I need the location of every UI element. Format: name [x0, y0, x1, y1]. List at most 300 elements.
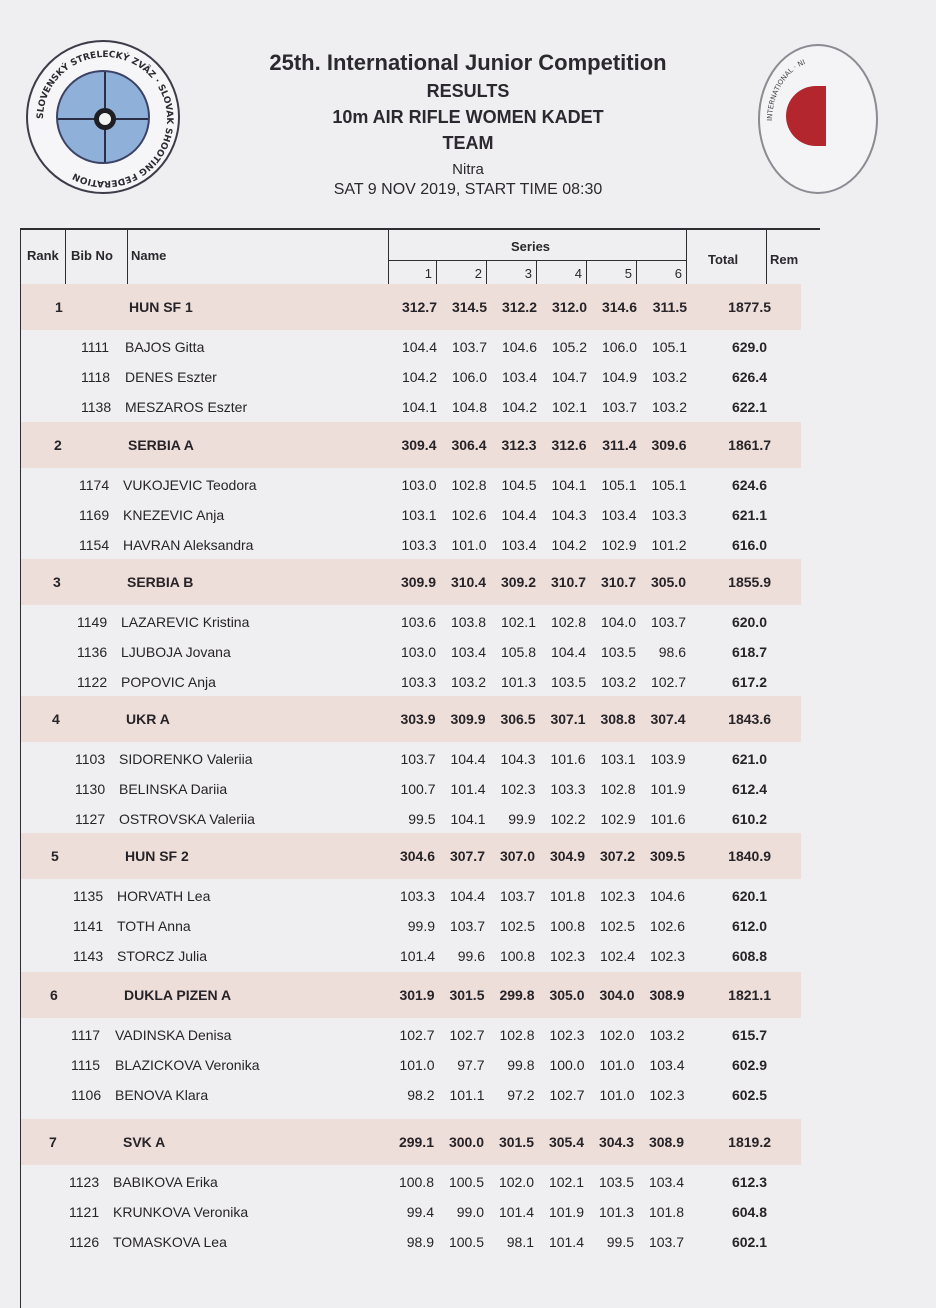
shooter-series-4: 101.9	[548, 1204, 584, 1220]
shooter-series-6: 103.4	[648, 1174, 684, 1190]
shooter-row	[21, 1227, 801, 1257]
shooter-series-6: 105.1	[651, 477, 687, 493]
team-series-3: 299.8	[499, 987, 535, 1003]
team-total: 1861.7	[728, 437, 771, 453]
shooter-row	[21, 1167, 801, 1197]
shooter-series-5: 103.5	[598, 1174, 634, 1190]
shooter-series-6: 103.2	[649, 1027, 685, 1043]
header-series: Series	[511, 239, 551, 254]
team-row	[21, 430, 801, 460]
shooter-series-6: 102.6	[649, 918, 685, 934]
shooter-series-6: 102.7	[650, 674, 686, 690]
team-series-3: 301.5	[498, 1134, 534, 1150]
header-total: Total	[708, 252, 739, 267]
team-series-1: 309.4	[401, 437, 437, 453]
shooter-series-5: 102.4	[599, 948, 635, 964]
team-series-5: 307.2	[599, 848, 635, 864]
shooter-name: POPOVIC Anja	[121, 674, 216, 690]
team-name: HUN SF 1	[129, 299, 193, 315]
shooter-bib: 1127	[75, 811, 106, 827]
shooter-series-1: 103.3	[400, 674, 436, 690]
shooter-name: VUKOJEVIC Teodora	[123, 477, 257, 493]
shooter-series-1: 104.4	[401, 339, 437, 355]
header-series-5: 5	[624, 266, 632, 281]
team-series-2: 301.5	[449, 987, 485, 1003]
shooter-series-4: 101.8	[549, 888, 585, 904]
shooter-total: 621.1	[731, 507, 767, 523]
shooter-row	[21, 667, 801, 697]
team-series-1: 301.9	[399, 987, 435, 1003]
header-series-2: 2	[474, 266, 482, 281]
header-series-4: 4	[574, 266, 582, 281]
header-series-6: 6	[674, 266, 682, 281]
shooter-series-4: 104.1	[551, 477, 587, 493]
shooter-total: 602.1	[731, 1234, 767, 1250]
shooter-row	[21, 1080, 801, 1110]
shooter-total: 608.8	[731, 948, 767, 964]
team-total: 1840.9	[728, 848, 771, 864]
shooter-series-4: 102.3	[549, 1027, 585, 1043]
shooter-series-1: 102.7	[399, 1027, 435, 1043]
shooter-series-5: 104.0	[600, 614, 636, 630]
shooter-total: 621.0	[731, 751, 767, 767]
shooter-total: 615.7	[731, 1027, 767, 1043]
shooter-series-6: 103.4	[649, 1057, 685, 1073]
shooter-series-1: 103.0	[401, 477, 437, 493]
team-series-2: 306.4	[451, 437, 487, 453]
team-rank: 1	[55, 299, 63, 315]
shooter-series-4: 104.2	[551, 537, 587, 553]
shooter-total: 612.3	[731, 1174, 767, 1190]
shooter-bib: 1143	[73, 948, 104, 964]
shooter-series-5: 105.1	[601, 477, 637, 493]
shooter-series-3: 103.4	[501, 369, 537, 385]
shooter-row	[21, 774, 801, 804]
shooter-row	[21, 500, 801, 530]
shooter-series-1: 100.8	[398, 1174, 434, 1190]
shooter-series-5: 101.0	[599, 1087, 635, 1103]
shooter-series-3: 104.2	[501, 399, 537, 415]
team-rank: 5	[51, 848, 59, 864]
shooter-series-4: 100.0	[549, 1057, 585, 1073]
header-remarks: Rem	[770, 252, 799, 267]
shooter-series-5: 101.3	[598, 1204, 634, 1220]
shooter-series-2: 103.7	[451, 339, 487, 355]
shooter-series-6: 101.8	[648, 1204, 684, 1220]
shooter-name: BABIKOVA Erika	[113, 1174, 218, 1190]
shooter-series-4: 102.7	[549, 1087, 585, 1103]
shooter-series-3: 104.6	[501, 339, 537, 355]
shooter-series-4: 105.2	[551, 339, 587, 355]
shooter-series-2: 99.0	[456, 1204, 484, 1220]
shooter-series-5: 102.8	[600, 781, 636, 797]
shooter-bib: 1121	[69, 1204, 100, 1220]
shooter-bib: 1115	[71, 1057, 101, 1073]
results-heading: RESULTS	[426, 81, 510, 101]
shooter-series-5: 103.7	[601, 399, 637, 415]
shooter-name: TOTH Anna	[117, 918, 191, 934]
shooter-name: VADINSKA Denisa	[115, 1027, 232, 1043]
header-series-1: 1	[424, 266, 432, 281]
shooter-series-3: 103.4	[501, 537, 537, 553]
team-series-5: 311.4	[602, 437, 637, 453]
team-row	[21, 980, 801, 1010]
team-total: 1855.9	[728, 574, 771, 590]
shooter-series-6: 105.1	[651, 339, 687, 355]
shooter-bib: 1135	[73, 888, 104, 904]
shooter-total: 602.5	[731, 1087, 767, 1103]
shooter-row	[21, 530, 801, 560]
shooter-bib: 1118	[81, 369, 111, 385]
shooter-series-2: 104.1	[450, 811, 486, 827]
shooter-total: 620.0	[731, 614, 767, 630]
shooter-bib: 1130	[75, 781, 106, 797]
shooter-row	[21, 637, 801, 667]
shooter-series-4: 102.8	[550, 614, 586, 630]
team-rank: 3	[53, 574, 61, 590]
header-series-3: 3	[524, 266, 532, 281]
header-rank: Rank	[27, 248, 59, 263]
shooter-total: 617.2	[731, 674, 767, 690]
shooter-bib: 1141	[73, 918, 104, 934]
shooter-series-2: 103.7	[449, 918, 485, 934]
shooter-row	[21, 804, 801, 834]
shooter-series-1: 98.2	[407, 1087, 435, 1103]
team-series-4: 305.4	[548, 1134, 584, 1150]
shooter-series-6: 98.6	[658, 644, 686, 660]
shooter-row	[21, 332, 801, 362]
team-series-2: 310.4	[450, 574, 486, 590]
shooter-bib: 1149	[77, 614, 108, 630]
team-name: SVK A	[123, 1134, 166, 1150]
shooter-series-6: 101.9	[650, 781, 686, 797]
shooter-series-2: 103.8	[450, 614, 486, 630]
shooter-series-5: 106.0	[601, 339, 637, 355]
shooter-total: 616.0	[731, 537, 767, 553]
shooter-row	[21, 1020, 801, 1050]
shooter-series-2: 104.8	[451, 399, 487, 415]
shooter-series-1: 99.9	[407, 918, 435, 934]
shooter-total: 604.8	[731, 1204, 767, 1220]
shooter-bib: 1123	[69, 1174, 100, 1190]
team-total: 1843.6	[728, 711, 771, 727]
shooter-series-4: 104.7	[551, 369, 587, 385]
event-name: 10m AIR RIFLE WOMEN KADET	[332, 107, 604, 127]
team-series-1: 304.6	[399, 848, 435, 864]
shooter-series-4: 102.1	[551, 399, 587, 415]
shooter-name: STORCZ Julia	[117, 948, 207, 964]
shooter-series-1: 103.3	[401, 537, 437, 553]
shooter-name: MESZAROS Eszter	[125, 399, 248, 415]
shooter-series-1: 101.4	[399, 948, 435, 964]
team-series-1: 309.9	[400, 574, 436, 590]
shooter-row	[21, 941, 801, 971]
team-series-6: 308.9	[648, 1134, 684, 1150]
team-row	[21, 1127, 801, 1157]
team-series-2: 314.5	[451, 299, 487, 315]
shooter-total: 612.0	[731, 918, 767, 934]
shooter-series-1: 104.1	[401, 399, 437, 415]
shooter-series-4: 101.6	[550, 751, 586, 767]
shooter-series-1: 101.0	[399, 1057, 435, 1073]
shooter-total: 622.1	[731, 399, 767, 415]
date-time: SAT 9 NOV 2019, START TIME 08:30	[333, 181, 603, 198]
shooter-bib: 1154	[79, 537, 110, 553]
shooter-series-3: 100.8	[499, 948, 535, 964]
shooter-series-4: 102.1	[548, 1174, 584, 1190]
shooter-row	[21, 470, 801, 500]
team-total: 1819.2	[728, 1134, 771, 1150]
shooter-series-1: 103.1	[401, 507, 437, 523]
shooter-series-5: 102.9	[600, 811, 636, 827]
shooter-bib: 1136	[77, 644, 108, 660]
location: Nitra	[452, 161, 484, 178]
shooter-series-3: 104.4	[501, 507, 537, 523]
shooter-total: 602.9	[731, 1057, 767, 1073]
competition-title: 25th. International Junior Competition	[269, 50, 667, 75]
shooter-series-2: 97.7	[457, 1057, 485, 1073]
shooter-bib: 1103	[75, 751, 106, 767]
shooter-series-1: 103.3	[399, 888, 435, 904]
shooter-series-6: 103.7	[650, 614, 686, 630]
shooter-series-5: 103.5	[600, 644, 636, 660]
team-rank: 4	[52, 711, 60, 727]
shooter-series-3: 105.8	[500, 644, 536, 660]
shooter-series-3: 102.5	[499, 918, 535, 934]
shooter-series-3: 102.0	[498, 1174, 534, 1190]
shooter-bib: 1106	[71, 1087, 102, 1103]
team-name: HUN SF 2	[125, 848, 189, 864]
team-series-2: 307.7	[449, 848, 485, 864]
shooter-series-3: 102.1	[500, 614, 536, 630]
svg-text:SLOVENSKÝ STRELECKÝ ZVÄZ · SLO: SLOVENSKÝ STRELECKÝ ZVÄZ · SLOVAK SHOOTING FEDERATION	[35, 49, 175, 189]
shooter-series-6: 102.3	[649, 948, 685, 964]
shooter-series-1: 99.5	[408, 811, 436, 827]
team-series-1: 312.7	[401, 299, 437, 315]
team-series-3: 312.3	[501, 437, 537, 453]
team-series-4: 312.6	[551, 437, 587, 453]
shooter-name: DENES Eszter	[125, 369, 217, 385]
shooter-total: 618.7	[731, 644, 767, 660]
team-series-6: 309.6	[651, 437, 687, 453]
shooter-series-2: 102.8	[451, 477, 487, 493]
shooter-name: SIDORENKO Valeriia	[119, 751, 253, 767]
shooter-bib: 1174	[79, 477, 110, 493]
team-row	[21, 704, 801, 734]
shooter-series-6: 102.3	[649, 1087, 685, 1103]
shooter-series-3: 102.8	[499, 1027, 535, 1043]
shooter-name: BENOVA Klara	[115, 1087, 209, 1103]
team-row	[21, 567, 801, 597]
shooter-series-6: 103.9	[650, 751, 686, 767]
shooter-series-2: 106.0	[451, 369, 487, 385]
shooter-series-6: 101.2	[651, 537, 687, 553]
shooter-name: LAZAREVIC Kristina	[121, 614, 250, 630]
shooter-series-5: 103.4	[601, 507, 637, 523]
header-name: Name	[131, 248, 167, 263]
shooter-series-3: 98.1	[506, 1234, 534, 1250]
shooter-series-2: 104.4	[449, 888, 485, 904]
shooter-series-6: 101.6	[650, 811, 686, 827]
team-rank: 7	[49, 1134, 57, 1150]
shooter-series-1: 103.0	[400, 644, 436, 660]
shooter-series-1: 103.7	[400, 751, 436, 767]
shooter-row	[21, 911, 801, 941]
shooter-series-5: 102.9	[601, 537, 637, 553]
svg-text:INTERNATIONAL · NI: INTERNATIONAL · NI	[765, 58, 807, 122]
shooter-series-6: 104.6	[649, 888, 685, 904]
team-name: UKR A	[126, 711, 170, 727]
shooter-bib: 1126	[69, 1234, 100, 1250]
shooter-series-4: 100.8	[549, 918, 585, 934]
shooter-total: 626.4	[731, 369, 767, 385]
shooter-series-3: 102.3	[500, 781, 536, 797]
team-series-6: 309.5	[649, 848, 685, 864]
shooter-series-4: 102.2	[550, 811, 586, 827]
shooter-total: 624.6	[731, 477, 767, 493]
team-series-5: 308.8	[600, 711, 636, 727]
shooter-name: BLAZICKOVA Veronika	[115, 1057, 260, 1073]
shooter-series-1: 98.9	[406, 1234, 434, 1250]
shooter-series-4: 104.3	[551, 507, 587, 523]
shooter-series-3: 104.5	[501, 477, 537, 493]
shooter-name: BAJOS Gitta	[125, 339, 205, 355]
shooter-name: KRUNKOVA Veronika	[113, 1204, 249, 1220]
team-series-4: 304.9	[549, 848, 585, 864]
shooter-total: 620.1	[731, 888, 767, 904]
shooter-total: 612.4	[731, 781, 767, 797]
shooter-row	[21, 744, 801, 774]
shooter-series-6: 103.2	[651, 369, 687, 385]
team-series-3: 307.0	[499, 848, 535, 864]
team-series-6: 311.5	[652, 299, 687, 315]
shooter-bib: 1111	[81, 339, 110, 355]
shooter-series-6: 103.2	[651, 399, 687, 415]
team-series-4: 307.1	[550, 711, 586, 727]
shooter-series-1: 99.4	[406, 1204, 434, 1220]
team-series-6: 305.0	[650, 574, 686, 590]
event-type: TEAM	[442, 133, 494, 153]
team-series-4: 305.0	[549, 987, 585, 1003]
team-series-4: 310.7	[550, 574, 586, 590]
shooter-series-1: 103.6	[400, 614, 436, 630]
team-row	[21, 292, 801, 322]
results-table	[20, 228, 820, 1308]
shooter-series-2: 100.5	[448, 1234, 484, 1250]
shooter-row	[21, 607, 801, 637]
shooter-series-2: 103.4	[450, 644, 486, 660]
shooter-total: 629.0	[731, 339, 767, 355]
team-total: 1821.1	[728, 987, 771, 1003]
team-series-3: 312.2	[501, 299, 537, 315]
shooter-name: HORVATH Lea	[117, 888, 211, 904]
team-series-2: 309.9	[450, 711, 486, 727]
shooter-name: HAVRAN Aleksandra	[123, 537, 254, 553]
shooter-series-3: 99.8	[507, 1057, 535, 1073]
shooter-series-3: 101.3	[500, 674, 536, 690]
shooter-series-6: 103.3	[651, 507, 687, 523]
shooter-name: BELINSKA Dariia	[119, 781, 228, 797]
team-series-5: 304.3	[598, 1134, 634, 1150]
team-name: SERBIA A	[128, 437, 194, 453]
shooter-row	[21, 1050, 801, 1080]
shooter-series-5: 103.2	[600, 674, 636, 690]
shooter-series-2: 104.4	[450, 751, 486, 767]
shooter-series-2: 102.6	[451, 507, 487, 523]
team-series-6: 307.4	[650, 711, 686, 727]
team-rank: 6	[50, 987, 58, 1003]
shooter-series-2: 101.1	[449, 1087, 485, 1103]
shooter-series-4: 103.5	[550, 674, 586, 690]
shooter-series-5: 102.3	[599, 888, 635, 904]
shooter-series-2: 100.5	[448, 1174, 484, 1190]
shooter-series-4: 102.3	[549, 948, 585, 964]
team-row	[21, 841, 801, 871]
shooter-name: OSTROVSKA Valeriia	[119, 811, 255, 827]
team-series-5: 304.0	[599, 987, 635, 1003]
shooter-bib: 1138	[81, 399, 112, 415]
team-series-6: 308.9	[649, 987, 685, 1003]
shooter-series-4: 101.4	[548, 1234, 584, 1250]
shooter-series-5: 104.9	[601, 369, 637, 385]
table-header	[21, 230, 801, 286]
team-total: 1877.5	[728, 299, 771, 315]
shooter-series-5: 102.5	[599, 918, 635, 934]
shooter-row	[21, 1197, 801, 1227]
shooter-bib: 1169	[79, 507, 110, 523]
shooter-bib: 1122	[77, 674, 108, 690]
team-rank: 2	[54, 437, 62, 453]
shooter-series-2: 102.7	[449, 1027, 485, 1043]
shooter-series-3: 103.7	[499, 888, 535, 904]
team-name: SERBIA B	[127, 574, 194, 590]
shooter-row	[21, 881, 801, 911]
shooter-series-6: 103.7	[648, 1234, 684, 1250]
shooter-series-5: 99.5	[606, 1234, 634, 1250]
shooter-name: TOMASKOVA Lea	[113, 1234, 227, 1250]
team-series-3: 309.2	[500, 574, 536, 590]
shooter-series-5: 101.0	[599, 1057, 635, 1073]
shooter-series-2: 101.0	[451, 537, 487, 553]
shooter-row	[21, 362, 801, 392]
shooter-series-2: 103.2	[450, 674, 486, 690]
shooter-series-3: 104.3	[500, 751, 536, 767]
team-series-4: 312.0	[551, 299, 587, 315]
shooter-series-1: 100.7	[400, 781, 436, 797]
shooter-total: 610.2	[731, 811, 767, 827]
shooter-row	[21, 392, 801, 422]
shooter-series-3: 99.9	[508, 811, 536, 827]
shooter-series-3: 97.2	[507, 1087, 535, 1103]
shooter-series-1: 104.2	[401, 369, 437, 385]
team-series-5: 310.7	[600, 574, 636, 590]
shooter-name: LJUBOJA Jovana	[121, 644, 231, 660]
team-name: DUKLA PIZEN A	[124, 987, 232, 1003]
team-series-1: 303.9	[400, 711, 436, 727]
shooter-series-4: 104.4	[550, 644, 586, 660]
shooter-name: KNEZEVIC Anja	[123, 507, 225, 523]
team-series-5: 314.6	[601, 299, 637, 315]
team-series-2: 300.0	[448, 1134, 484, 1150]
header-bib: Bib No	[71, 248, 113, 263]
shooter-series-2: 99.6	[457, 948, 485, 964]
team-series-3: 306.5	[500, 711, 536, 727]
shooter-series-5: 102.0	[599, 1027, 635, 1043]
shooter-series-3: 101.4	[498, 1204, 534, 1220]
shooter-series-4: 103.3	[550, 781, 586, 797]
shooter-series-2: 101.4	[450, 781, 486, 797]
shooter-series-5: 103.1	[600, 751, 636, 767]
